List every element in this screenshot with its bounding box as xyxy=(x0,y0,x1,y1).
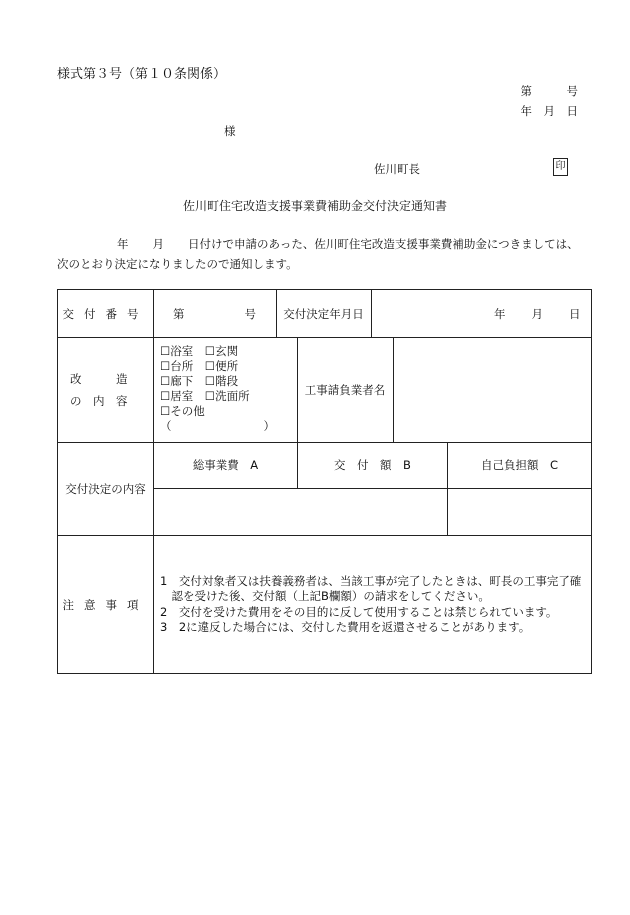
intro-year: 年 xyxy=(117,237,129,251)
document-date: 年 月 日 xyxy=(520,104,578,118)
note-1-line1: 1 交付対象者又は扶養義務者は、当該工事が完了したときは、町長の工事完了確 xyxy=(160,573,582,588)
contractor-name-field[interactable] xyxy=(394,337,591,442)
decision-date-month: 月 xyxy=(531,306,543,321)
decision-date-year: 年 xyxy=(494,306,506,321)
option-hallway-stairs[interactable]: ☐廊下 ☐階段 xyxy=(160,374,239,388)
grant-number-prefix: 第 xyxy=(173,306,185,321)
document-number: 第 号 xyxy=(520,84,578,98)
label-renovation-line1: 改 造 xyxy=(70,371,128,386)
document-title: 佐川町住宅改造支援事業費補助金交付決定通知書 xyxy=(182,199,447,213)
intro-paragraph xyxy=(57,234,587,274)
option-bath-entrance[interactable]: ☐浴室 ☐玄関 xyxy=(160,344,239,358)
form-number: 様式第３号（第１０条関係） xyxy=(57,67,227,82)
label-notes: 注意事項 xyxy=(62,597,149,612)
intro-text-2: 次のとおり決定になりましたので通知します。 xyxy=(57,257,298,271)
label-renovation-line2: の 内 容 xyxy=(70,393,128,408)
grant-amount-value[interactable] xyxy=(298,489,447,535)
option-room-washroom[interactable]: ☐居室 ☐洗面所 xyxy=(160,389,250,403)
note-1-line2: 認を受けた後、交付額（上記B欄額）の請求をしてください。 xyxy=(160,589,490,603)
label-grant-number: 交付番号 xyxy=(62,306,149,321)
option-other-detail: （ ） xyxy=(160,419,275,433)
header-total-cost: 総事業費 A xyxy=(192,458,259,472)
intro-month: 月 xyxy=(152,237,164,251)
option-other[interactable]: ☐その他 xyxy=(160,404,205,418)
self-pay-value[interactable] xyxy=(448,489,591,535)
notes-block xyxy=(160,536,590,673)
label-decision-date: 交付決定年月日 xyxy=(283,306,364,321)
issuer-name: 佐川町長 xyxy=(374,162,420,176)
note-3: 3 2に違反した場合には、交付した費用を返還させることがあります。 xyxy=(160,620,531,634)
decision-date-day: 日 xyxy=(569,306,581,321)
intro-text-1: 日付けで申請のあった、佐川町住宅改造支援事業費補助金につきましては、 xyxy=(188,237,579,251)
header-grant-amount: 交 付 額 B xyxy=(334,458,411,472)
total-cost-value[interactable] xyxy=(154,489,297,535)
note-2: 2 交付を受けた費用をその目的に反して使用することは禁じられています。 xyxy=(160,604,558,619)
label-contractor: 工事請負業者名 xyxy=(304,382,386,397)
header-self-pay: 自己負担額 C xyxy=(480,458,559,472)
decision-table xyxy=(57,289,592,674)
label-decision-content: 交付決定の内容 xyxy=(65,481,146,496)
addressee: 様 xyxy=(224,124,236,138)
seal-box: 印 xyxy=(553,158,568,176)
grant-number-suffix: 号 xyxy=(244,306,256,321)
option-kitchen-toilet[interactable]: ☐台所 ☐便所 xyxy=(160,359,239,373)
